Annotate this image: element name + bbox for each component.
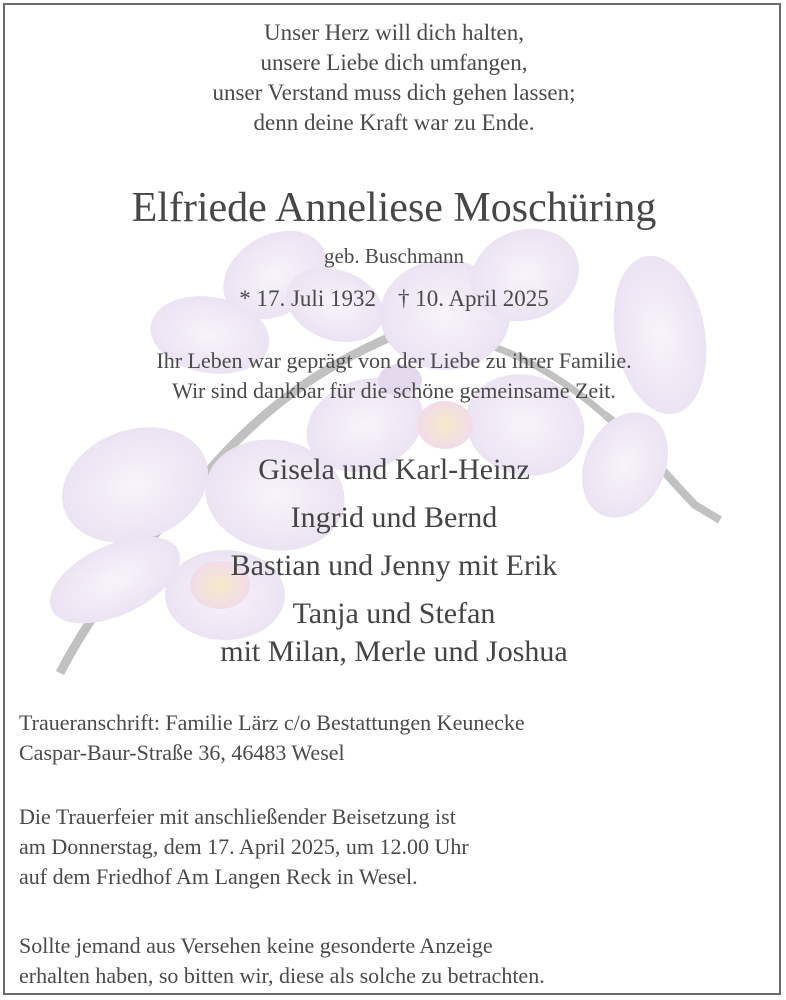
tribute bbox=[5, 346, 781, 406]
tribute-line: Wir sind dankbar für die schöne gemeinsame Zeit. bbox=[172, 378, 616, 403]
closing-note bbox=[19, 931, 545, 991]
poem-line: Unser Herz will dich halten, bbox=[264, 20, 524, 45]
birth-date: * 17. Juli 1932 bbox=[239, 286, 376, 311]
family-entry: Ingrid und Bernd bbox=[290, 501, 498, 534]
life-dates bbox=[5, 284, 781, 314]
family-entry: Tanja und Stefan bbox=[292, 597, 496, 630]
service-line: auf dem Friedhof Am Langen Reck in Wesel. bbox=[19, 864, 418, 889]
family-entry: Gisela und Karl-Heinz bbox=[258, 453, 530, 486]
poem-line: unser Verstand muss dich gehen lassen; bbox=[212, 80, 576, 105]
address-line: Caspar-Baur-Straße 36, 46483 Wesel bbox=[19, 740, 345, 765]
death-date: † 10. April 2025 bbox=[397, 286, 549, 311]
deceased-name: Elfriede Anneliese Moschüring bbox=[131, 185, 657, 231]
service-line: Die Trauerfeier mit anschließender Beisetzung ist bbox=[19, 804, 456, 829]
family-entry: mit Milan, Merle und Joshua bbox=[220, 635, 568, 668]
maiden-name: geb. Buschmann bbox=[324, 244, 464, 268]
poem-line: denn deine Kraft war zu Ende. bbox=[253, 110, 535, 135]
mourning-address bbox=[19, 708, 525, 768]
note-line: erhalten haben, so bitten wir, diese als solche zu betrachten. bbox=[19, 963, 545, 988]
family-entry: Bastian und Jenny mit Erik bbox=[230, 549, 558, 582]
family-list bbox=[5, 446, 781, 676]
note-line: Sollte jemand aus Versehen keine gesonderte Anzeige bbox=[19, 933, 493, 958]
funeral-service-info bbox=[19, 802, 469, 892]
address-line: Traueranschrift: Familie Lärz c/o Bestattungen Keunecke bbox=[19, 710, 525, 735]
service-line: am Donnerstag, dem 17. April 2025, um 12.00 Uhr bbox=[19, 834, 469, 859]
poem bbox=[5, 18, 781, 138]
poem-line: unsere Liebe dich umfangen, bbox=[260, 50, 528, 75]
obituary-notice bbox=[3, 3, 781, 995]
tribute-line: Ihr Leben war geprägt von der Liebe zu ihrer Familie. bbox=[156, 348, 632, 373]
